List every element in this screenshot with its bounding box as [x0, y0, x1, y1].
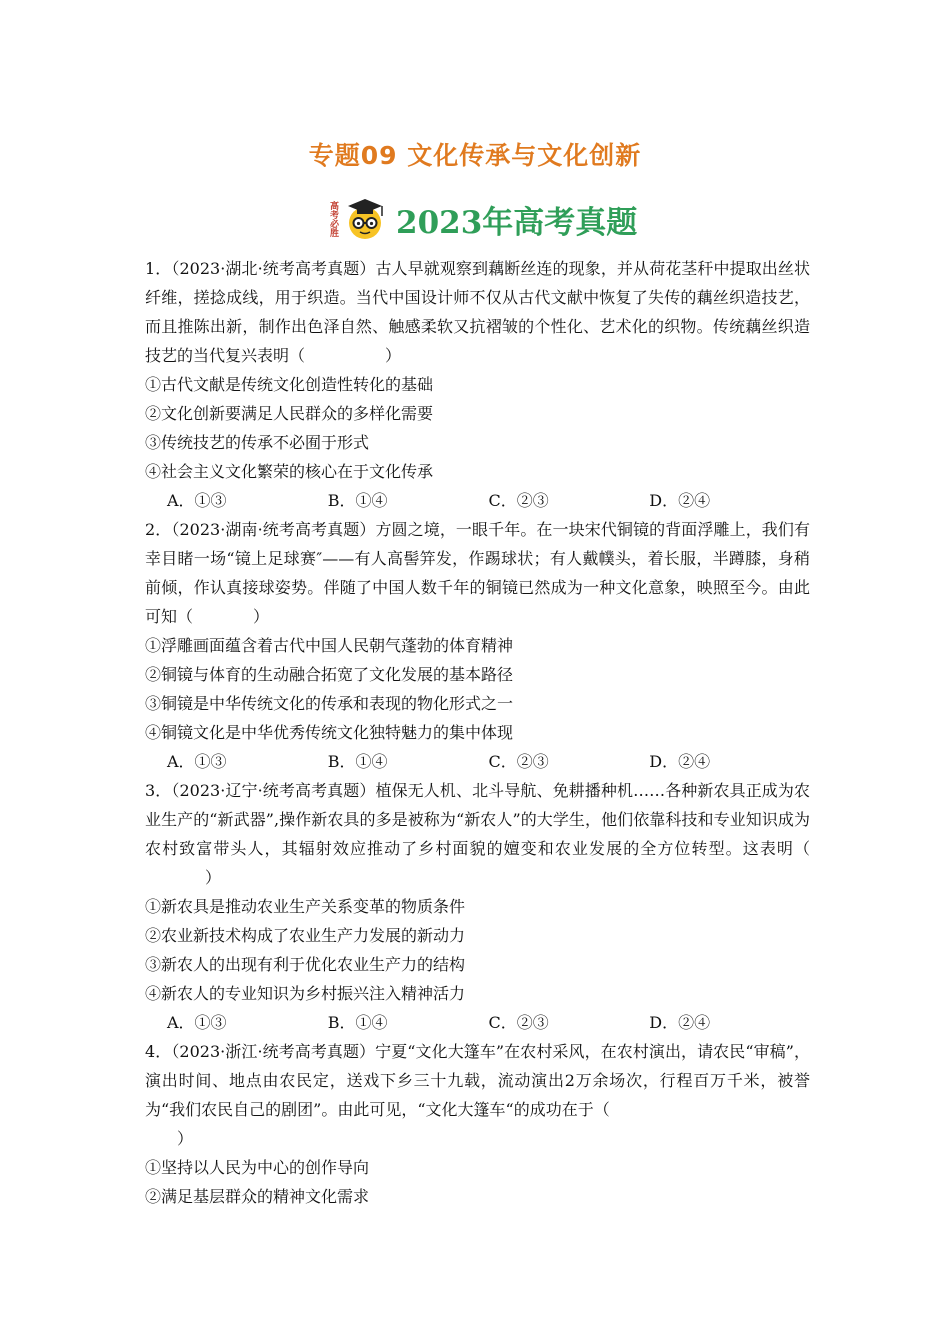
- option-b: B．①④: [327, 491, 388, 510]
- section-banner: [328, 196, 637, 242]
- question-1-statement: ①古代文献是传统文化创造性转化的基础: [145, 375, 434, 394]
- badge-label: 高考必胜: [328, 201, 338, 237]
- question-list: [145, 254, 810, 1211]
- question-2-stem: 2．（2023·湖南·统考高考真题）方圆之境，一眼千年。在一块宋代铜镜的背面浮雕上，我们有幸目睹一场“镜上足球赛″——有人高髻笄发，作踢球状；有人戴幞头，着长服，半蹲膝，身稍前倾，作认真接球姿势。伴随了中国人数千年的铜镜已然成为一种文化意象，映照至今。由此可知（ ）: [145, 520, 810, 626]
- question-3-statement: ②农业新技术构成了农业生产力发展的新动力: [145, 926, 466, 945]
- question-2-statement: ④铜镜文化是中华优秀传统文化独特魅力的集中体现: [145, 723, 514, 742]
- question-1-stem: 1．（2023·湖北·统考高考真题）古人早就观察到藕断丝连的现象，并从荷花茎秆中提取出丝状纤维，搓捻成线，用于织造。当代中国设计师不仅从古代文献中恢复了失传的藕丝织造技艺，而且推陈出新，制作出色泽自然、触感柔软又抗褶皱的个性化、艺术化的织物。传统藕丝织造技艺的当代复兴表明（ ）: [145, 259, 810, 365]
- question-1-statement: ③传统技艺的传承不必囿于形式: [145, 433, 370, 452]
- option-b: B．①④: [327, 1013, 388, 1032]
- option-a: A．①③: [167, 752, 227, 771]
- option-c: C．②③: [488, 1013, 549, 1032]
- question-1-statement: ②文化创新要满足人民群众的多样化需要: [145, 404, 434, 423]
- option-d: D．②④: [649, 752, 711, 771]
- question-2-statement: ③铜镜是中华传统文化的传承和表现的物化形式之一: [145, 694, 514, 713]
- option-a: A．①③: [167, 491, 227, 510]
- option-d: D．②④: [649, 1013, 711, 1032]
- question-4-statement: ①坚持以人民为中心的创作导向: [145, 1158, 370, 1177]
- question-3-statement: ③新农人的出现有利于优化农业生产力的结构: [145, 955, 466, 974]
- question-4-stem: 4．（2023·浙江·统考高考真题）宁夏“文化大篷车”在农村采风，在农村演出，请农民“审稿”，演出时间、地点由农民定，送戏下乡三十九载，流动演出2万余场次，行程百万千米，被誉为“我们农民自己的剧团”。由此可见，“文化大篷车“的成功在于（ ）: [145, 1042, 810, 1148]
- option-b: B．①④: [327, 752, 388, 771]
- question-3-options: [145, 1008, 810, 1037]
- banner-title: 2023年高考真题: [396, 204, 638, 241]
- option-d: D．②④: [649, 491, 711, 510]
- question-3-statement: ①新农具是推动农业生产关系变革的物质条件: [145, 897, 466, 916]
- question-1-options: [145, 486, 810, 515]
- question-3-stem: 3．（2023·辽宁·统考高考真题）植保无人机、北斗导航、免耕播种机……各种新农具正成为农业生产的“新武器”,操作新农具的多是被称为“新农人”的大学生，他们依靠科技和专业知识成为农村致富带头人，其辐射效应推动了乡村面貌的嬗变和农业发展的全方位转型。这表明（）: [145, 781, 810, 887]
- question-1-statement: ④社会主义文化繁荣的核心在于文化传承: [145, 462, 434, 481]
- question-2-statement: ②铜镜与体育的生动融合拓宽了文化发展的基本路径: [145, 665, 514, 684]
- question-4-statement: ②满足基层群众的精神文化需求: [145, 1187, 370, 1206]
- question-3-statement: ④新农人的专业知识为乡村振兴注入精神活力: [145, 984, 466, 1003]
- page-title: 专题09 文化传承与文化创新: [308, 141, 642, 170]
- option-c: C．②③: [488, 752, 549, 771]
- question-2-options: [145, 747, 810, 776]
- graduation-cap-icon: [340, 196, 390, 242]
- question-2-statement: ①浮雕画面蕴含着古代中国人民朝气蓬勃的体育精神: [145, 636, 514, 655]
- option-a: A．①③: [167, 1013, 227, 1032]
- option-c: C．②③: [488, 491, 549, 510]
